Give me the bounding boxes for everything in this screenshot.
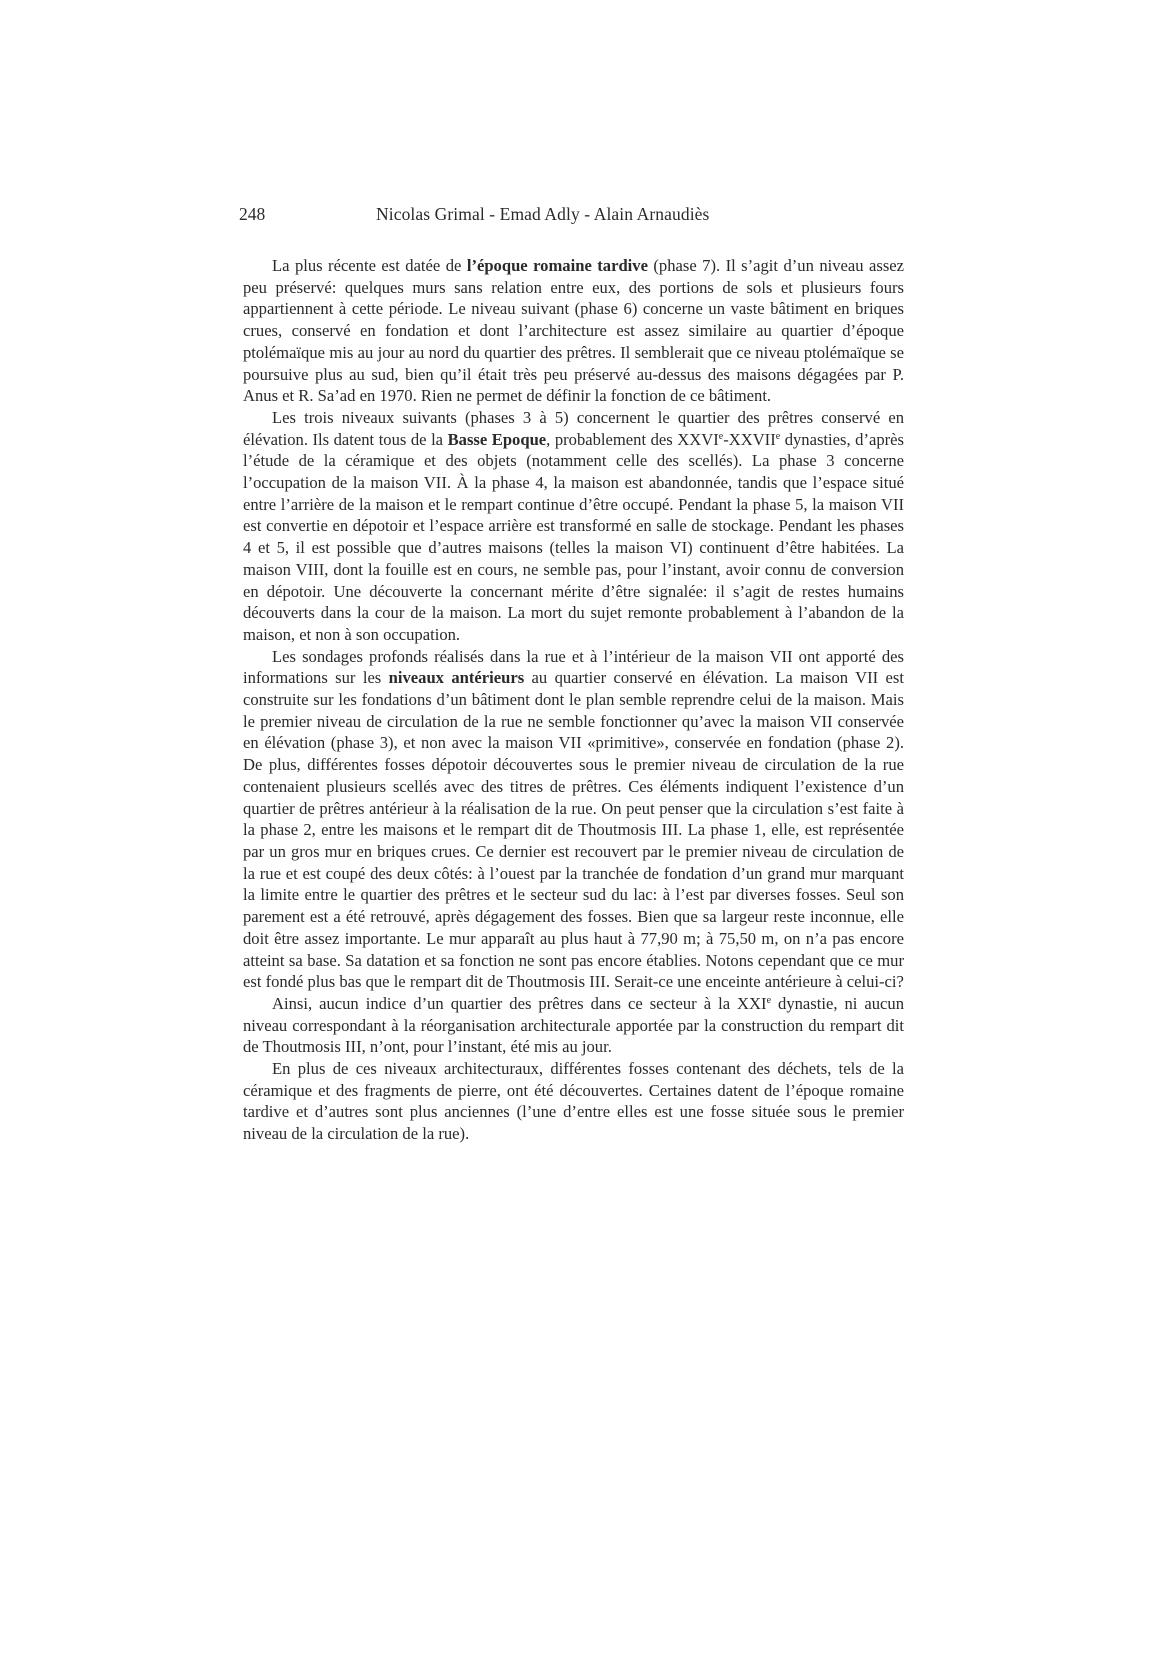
paragraph-refuse-pits: [243, 1058, 904, 1145]
text-run: dynasties, d’après l’étude de la céramique et des objets (notamment celle des scellés). La phase 3 concerne l’occupation de la maison VII. À la phase 4, la maison est abandonnée, tandis que l’espace situé entre l’arrière de la maison et le rempart continue d’être occupé. Pendant la phase 5, la maison VII est convertie en dépotoir et l’espace arrière est transformé en salle de stockage. Pendant les phases 4 et 5, il est possible que d’autres maisons (telles la maison VI) continuent d’être habitées. La maison VIII, dont la fouille est en cours, ne semble pas, pour l’instant, avoir connu de conversion en dépotoir. Une découverte la concernant mérite d’être signalée: il s’agit de restes humains découverts dans la cour de la maison. La mort du sujet remonte probablement à l’abandon de la maison, et non à son occupation.: [243, 429, 904, 644]
text-run: au quartier conservé en élévation. La maison VII est construite sur les fondations d’un bâtiment dont le plan semble reprendre celui de la maison. Mais le premier niveau de circulation de la rue ne semble fonctionner qu’avec la maison VII conservée en élévation (phase 3), et non avec la maison VII «primitive», conservée en fondation (phase 2). De plus, différentes fosses dépotoir découvertes sous le premier niveau de circulation de la rue contenaient plusieurs scellés avec des titres de prêtres. Ces éléments indiquent l’existence d’un quartier de prêtres antérieur à la réalisation de la rue. On peut penser que la circulation s’est faite à la phase 2, entre les maisons et le rempart dit de Thoutmosis III. La phase 1, elle, est représentée par un gros mur en briques crues. Ce dernier est recouvert par le premier niveau de circulation de la rue et est coupé des deux côtés: à l’ouest par la tranchée de fondation d’un grand mur marquant la limite entre le quartier des prêtres et le secteur sud du lac: à l’est par diverses fosses. Seul son parement est a été retrouvé, après dégagement des fosses. Bien que sa largeur reste inconnue, elle doit être assez importante. Le mur apparaît au plus haut à 77,90 m; à 75,50 m, on n’a pas encore atteint sa base. Sa datation et sa fonction ne sont pas encore établies. Notons cependant que ce mur est fondé plus bas que le rempart dit de Thoutmosis III. Serait-ce une enceinte antérieure à celui-ci?: [243, 668, 904, 992]
paragraph-roman-phases: [243, 255, 904, 407]
paragraph-conclusion: [243, 993, 904, 1058]
paragraph-earlier-levels: [243, 646, 904, 993]
superscript: e: [718, 430, 724, 442]
bold-term: niveaux antérieurs: [388, 668, 525, 688]
running-head: [239, 202, 904, 226]
page-number: 248: [239, 204, 266, 224]
text-run: Ainsi, aucun indice d’un quartier des prêtres dans ce secteur à la XXI: [272, 993, 767, 1013]
text-run: -XXVII: [723, 429, 776, 449]
bold-term: l’époque romaine tardive: [466, 256, 648, 275]
bold-term: Basse Epoque: [447, 429, 547, 449]
text-run: En plus de ces niveaux architecturaux, différentes fosses contenant des déchets, tels de la céramique et des fragments de pierre, ont été découvertes. Certaines datent de l’époque romaine tardive et d’autres sont plus anciennes (l’une d’entre elles est une fosse située sous le premier niveau de la circulation de la rue).: [243, 1059, 904, 1144]
text-run: Les trois niveaux suivants (phases 3 à 5) concernent le quartier des prêtres conservé en élévation. Ils datent tous de la: [243, 407, 904, 449]
superscript: e: [775, 430, 781, 442]
text-run: La plus récente est datée de: [272, 256, 467, 275]
text-run: dynastie, ni aucun niveau correspondant à la réorganisation architecturale apportée par la construction du rempart dit de Thoutmosis III, n’ont, pour l’instant, été mis au jour.: [243, 993, 904, 1057]
text-run: Les sondages profonds réalisés dans la rue et à l’intérieur de la maison VII ont apporté des informations sur les: [243, 646, 904, 688]
text-run: (phase 7). Il s’agit d’un niveau assez peu préservé: quelques murs sans relation entre eux, des portions de sols et plusieurs fours appartiennent à cette période. Le niveau suivant (phase 6) concerne un vaste bâtiment en briques crues, conservé en fondation et dont l’architecture est assez similaire au quartier d’époque ptolémaïque mis au jour au nord du quartier des prêtres. Il semblerait que ce niveau ptolémaïque se poursuive plus au sud, bien qu’il était très peu préservé au-dessus des maisons dégagées par P. Anus et R. Sa’ad en 1970. Rien ne permet de définir la fonction de ce bâtiment.: [243, 256, 905, 406]
text-run: , probablement des XXVI: [546, 429, 719, 449]
body-text: [243, 255, 904, 1145]
running-head-authors: Nicolas Grimal - Emad Adly - Alain Arnaudiès: [376, 204, 710, 224]
paragraph-late-period-phases: [243, 407, 904, 646]
superscript: e: [766, 994, 772, 1006]
